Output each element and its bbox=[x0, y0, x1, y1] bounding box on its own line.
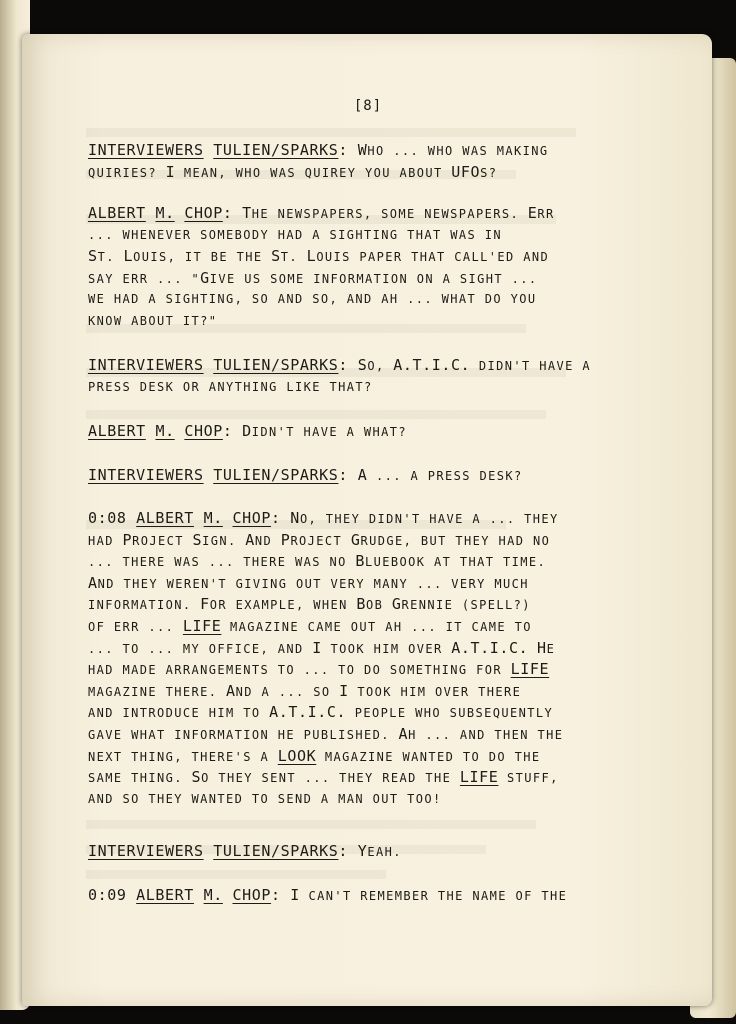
text-run: : bbox=[222, 204, 243, 222]
transcript-paragraph bbox=[88, 841, 588, 863]
underlined-name: TULIEN/SPARKS bbox=[213, 356, 339, 374]
text-run bbox=[175, 204, 185, 222]
text-run: OR EXAMPLE, WHEN bbox=[209, 598, 357, 613]
text-run: B bbox=[355, 552, 366, 571]
text-run: E bbox=[546, 641, 556, 656]
underlined-name: TULIEN/SPARKS bbox=[213, 466, 339, 484]
text-run: S bbox=[192, 530, 203, 549]
text-run: OUIS PAPER THAT CALL'ED AND bbox=[316, 250, 550, 265]
underlined-name: ALBERT bbox=[136, 509, 194, 527]
text-run: ... A PRESS DESK? bbox=[367, 469, 523, 483]
underlined-name: M. bbox=[203, 886, 223, 904]
text-run: HAD bbox=[88, 533, 123, 548]
text-run: AND SO THEY WANTED TO SEND A MAN OUT TOO! bbox=[88, 791, 442, 806]
text-line bbox=[88, 724, 588, 746]
text-run: ... THERE WAS ... THERE WAS NO bbox=[88, 555, 356, 570]
text-line bbox=[88, 659, 588, 681]
text-run: 0:09 bbox=[88, 886, 137, 904]
text-run: P bbox=[280, 530, 291, 549]
transcript-paragraph bbox=[88, 203, 588, 333]
text-run: : bbox=[338, 842, 358, 860]
text-run: 0:08 bbox=[88, 509, 137, 527]
text-run: SAME THING. bbox=[88, 771, 192, 786]
text-run: I bbox=[339, 681, 349, 700]
text-run: OB bbox=[366, 598, 392, 613]
underlined-name: ALBERT bbox=[136, 886, 194, 904]
text-run: A.T.I.C. bbox=[451, 638, 529, 657]
text-line bbox=[88, 789, 588, 811]
text-run: ND THEY WEREN'T GIVING OUT VERY MANY ... VERY MUCH bbox=[97, 576, 529, 591]
underlined-name: M. bbox=[155, 422, 175, 440]
text-run: AND INTRODUCE HIM TO bbox=[88, 706, 270, 721]
text-run: A.T.I.C. bbox=[269, 703, 347, 722]
text-run: ROJECT bbox=[132, 533, 193, 548]
text-line bbox=[88, 465, 588, 487]
underlined-name: LOOK bbox=[277, 746, 317, 765]
text-run: : bbox=[338, 466, 358, 484]
underlined-name: LIFE bbox=[182, 616, 222, 635]
underlined-name: CHOP bbox=[232, 509, 272, 527]
text-run: : bbox=[338, 356, 358, 374]
text-run: Y bbox=[357, 842, 368, 860]
text-run: MAGAZINE THERE. bbox=[88, 684, 226, 699]
transcript-paragraph bbox=[88, 355, 591, 398]
text-line bbox=[88, 551, 588, 573]
text-line bbox=[88, 246, 588, 268]
text-run: F bbox=[200, 595, 210, 614]
text-run: N bbox=[290, 509, 300, 527]
text-run: T. bbox=[280, 250, 307, 265]
text-run: CAN'T REMEMBER THE NAME OF THE bbox=[299, 889, 568, 903]
text-run: IVE US SOME INFORMATION ON A SIGHT ... bbox=[209, 271, 538, 286]
underlined-name: CHOP bbox=[232, 886, 272, 904]
text-run: D bbox=[242, 422, 252, 440]
text-line bbox=[88, 702, 588, 724]
text-run bbox=[528, 642, 537, 656]
text-line bbox=[88, 268, 588, 290]
text-run bbox=[194, 509, 204, 527]
text-line bbox=[88, 355, 591, 377]
text-line bbox=[88, 225, 588, 247]
text-run: OF ERR ... bbox=[88, 619, 183, 634]
text-run: WE HAD A SIGHTING, SO AND SO, AND AH ... WHAT DO YOU bbox=[88, 292, 537, 307]
transcript-paragraph bbox=[88, 885, 588, 907]
text-line bbox=[88, 421, 588, 443]
text-line bbox=[88, 530, 588, 552]
text-run: ND bbox=[254, 533, 281, 548]
text-run: OUIS, IT BE THE bbox=[133, 250, 272, 265]
text-run: EAH. bbox=[367, 845, 402, 859]
text-run: DIDN'T HAVE A bbox=[470, 359, 591, 373]
underlined-name: M. bbox=[203, 509, 223, 527]
text-run: QUIRIES? bbox=[88, 165, 166, 180]
text-run: KNOW ABOUT IT?" bbox=[88, 313, 218, 328]
text-run: : bbox=[338, 141, 358, 159]
text-run: A.T.I.C. bbox=[393, 356, 471, 374]
text-run bbox=[204, 356, 214, 374]
text-run: A bbox=[226, 681, 236, 700]
underlined-name: ALBERT bbox=[88, 204, 146, 222]
text-run: HO ... WHO WAS MAKING bbox=[367, 144, 549, 158]
text-run: A bbox=[357, 466, 368, 484]
text-run: H ... AND THEN THE bbox=[408, 727, 564, 742]
text-line bbox=[88, 885, 588, 907]
underlined-name: INTERVIEWERS bbox=[88, 842, 204, 860]
text-run bbox=[146, 204, 156, 222]
text-line bbox=[88, 594, 588, 616]
text-run: ... TO ... MY OFFICE, AND bbox=[88, 641, 313, 656]
text-run: L bbox=[123, 247, 134, 266]
text-run: MAGAZINE CAME OUT AH ... IT CAME TO bbox=[221, 619, 532, 634]
text-run: LUEBOOK AT THAT TIME. bbox=[365, 555, 547, 570]
text-run: RUDGE, BUT THEY HAD NO bbox=[360, 533, 551, 548]
text-run: : bbox=[271, 886, 291, 904]
text-run: S bbox=[88, 247, 98, 266]
text-run: : bbox=[271, 509, 291, 527]
text-run: P bbox=[122, 530, 133, 549]
text-run: S bbox=[271, 247, 281, 266]
text-run: A bbox=[398, 724, 409, 743]
text-run: ROJECT bbox=[290, 533, 351, 548]
transcript-paragraph bbox=[88, 465, 588, 487]
text-line bbox=[88, 841, 588, 863]
text-run: O THEY SENT ... THEY READ THE bbox=[201, 771, 460, 786]
text-line bbox=[88, 746, 588, 768]
text-run: HE NEWSPAPERS, SOME NEWSPAPERS. bbox=[251, 207, 528, 221]
text-line bbox=[88, 767, 588, 789]
text-run: TOOK HIM OVER bbox=[321, 641, 452, 656]
transcript-paragraph bbox=[88, 508, 588, 810]
text-run: HAD MADE ARRANGEMENTS TO ... TO DO SOMETHING FOR bbox=[88, 663, 511, 678]
text-run bbox=[223, 509, 233, 527]
text-run: W bbox=[357, 141, 368, 159]
underlined-name: LIFE bbox=[459, 768, 499, 787]
text-run: I bbox=[312, 638, 322, 657]
text-run: IGN. bbox=[202, 533, 246, 548]
page-number: [8] bbox=[353, 98, 383, 114]
text-run bbox=[175, 422, 185, 440]
text-line bbox=[88, 377, 588, 399]
text-line bbox=[88, 203, 588, 225]
text-run: GAVE WHAT INFORMATION HE PUBLISHED. bbox=[88, 727, 399, 742]
text-run: G bbox=[391, 595, 402, 614]
text-run: : bbox=[222, 422, 243, 440]
text-run bbox=[204, 466, 214, 484]
text-run: H bbox=[536, 638, 547, 657]
text-line bbox=[88, 573, 588, 595]
text-run: E bbox=[527, 204, 538, 222]
text-run: T. bbox=[97, 250, 124, 265]
text-run: I bbox=[165, 162, 176, 181]
text-run: S? bbox=[480, 165, 498, 180]
text-run: ND A ... SO bbox=[235, 684, 340, 699]
text-line bbox=[88, 140, 588, 162]
text-line bbox=[88, 638, 588, 660]
text-line bbox=[88, 508, 588, 530]
text-run: IDN'T HAVE A WHAT? bbox=[251, 425, 408, 439]
text-run: INFORMATION. bbox=[88, 598, 201, 613]
text-run bbox=[204, 141, 214, 159]
text-run: S bbox=[191, 768, 202, 787]
text-run: PRESS DESK OR ANYTHING LIKE THAT? bbox=[88, 379, 373, 394]
text-run: MEAN, WHO WAS QUIREY YOU ABOUT bbox=[175, 165, 452, 180]
underlined-name: ALBERT bbox=[88, 422, 146, 440]
text-run bbox=[204, 842, 214, 860]
text-run: L bbox=[306, 247, 317, 266]
text-run: O, THEY DIDN'T HAVE A ... THEY bbox=[299, 512, 559, 526]
text-run: G bbox=[350, 530, 361, 549]
text-run: B bbox=[356, 595, 367, 614]
text-run: SAY ERR ... " bbox=[88, 271, 201, 286]
text-run: TOOK HIM OVER THERE bbox=[348, 684, 522, 699]
text-run: RR bbox=[537, 207, 555, 221]
text-run: MAGAZINE WANTED TO DO THE bbox=[316, 749, 541, 764]
text-run bbox=[194, 886, 204, 904]
text-run: S bbox=[357, 356, 368, 374]
text-run: A bbox=[88, 573, 98, 592]
text-run: I bbox=[290, 886, 300, 904]
text-line bbox=[88, 616, 588, 638]
text-line bbox=[88, 311, 588, 333]
text-run: NEXT THING, THERE'S A bbox=[88, 749, 278, 764]
underlined-name: LIFE bbox=[510, 660, 550, 679]
text-run: T bbox=[242, 204, 252, 222]
underlined-name: M. bbox=[155, 204, 175, 222]
transcript-paragraph bbox=[88, 140, 588, 183]
text-run bbox=[223, 886, 233, 904]
text-run: O, bbox=[367, 359, 394, 373]
text-run: RENNIE (SPELL?) bbox=[401, 598, 531, 613]
underlined-name: INTERVIEWERS bbox=[88, 141, 204, 159]
underlined-name: CHOP bbox=[184, 422, 223, 440]
underlined-name: INTERVIEWERS bbox=[88, 356, 204, 374]
text-run: STUFF, bbox=[498, 771, 559, 786]
text-run: PEOPLE WHO SUBSEQUENTLY bbox=[346, 706, 554, 721]
text-line bbox=[88, 289, 588, 311]
transcript-paragraph bbox=[88, 421, 588, 443]
text-line bbox=[88, 162, 588, 184]
text-run bbox=[146, 422, 156, 440]
text-run: A bbox=[245, 530, 255, 549]
underlined-name: INTERVIEWERS bbox=[88, 466, 204, 484]
text-run: G bbox=[200, 268, 210, 287]
underlined-name: CHOP bbox=[184, 204, 223, 222]
text-run: ... WHENEVER SOMEBODY HAD A SIGHTING THAT WAS IN bbox=[88, 227, 502, 242]
underlined-name: TULIEN/SPARKS bbox=[213, 842, 339, 860]
underlined-name: TULIEN/SPARKS bbox=[213, 141, 339, 159]
text-line bbox=[88, 681, 588, 703]
text-run: UFO bbox=[451, 162, 481, 181]
